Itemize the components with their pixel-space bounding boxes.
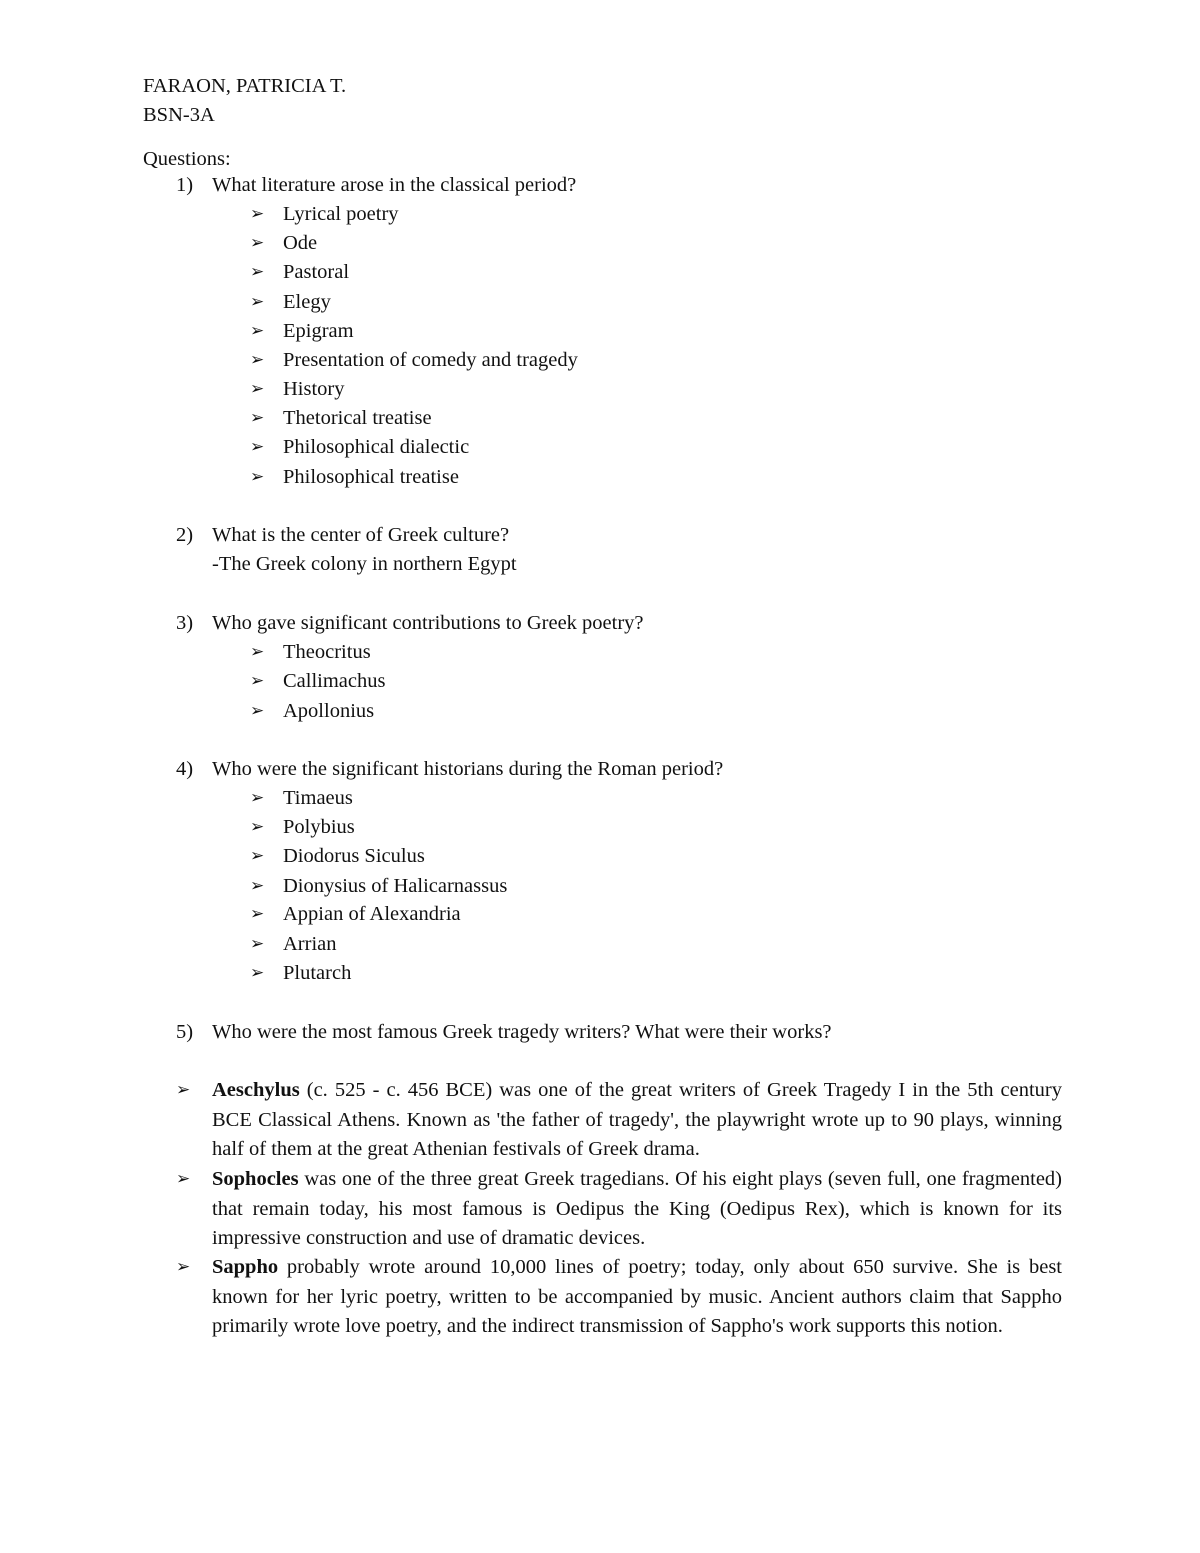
paragraph-body: was one of the three great Greek tragedians. Of his eight plays (seven full, one fragmented) that remain today, his most famous is Oedipus the King (Oedipus Rex), which is known for its impressive construction and use of dramatic devices. xyxy=(212,1168,1062,1250)
paragraph-body: probably wrote around 10,000 lines of poetry; today, only about 650 survive. She is best known for her lyric poetry, written to be accompanied by music. Ancient authors claim that Sappho primarily wrote love poetry, and the indirect transmission of Sappho's work supports this notion. xyxy=(212,1256,1062,1338)
arrow-bullet-icon: ➢ xyxy=(250,671,265,691)
answer-item: Callimachus xyxy=(283,670,386,692)
answer-item: Epigram xyxy=(283,320,354,342)
arrow-bullet-icon: ➢ xyxy=(250,467,265,487)
paragraph-body: (c. 525 - c. 456 BCE) was one of the great writers of Greek Tragedy I in the 5th century BCE Classical Athens. Known as 'the father of tragedy', the playwright wrote up to 90 plays, winning half of them at the great Athenian festivals of Greek drama. xyxy=(212,1079,1062,1161)
arrow-bullet-icon: ➢ xyxy=(250,233,265,253)
arrow-bullet-icon: ➢ xyxy=(250,846,265,866)
answer-item: Lyrical poetry xyxy=(283,203,399,225)
question-text: What literature arose in the classical period? xyxy=(212,174,577,196)
questions-heading: Questions: xyxy=(143,148,231,170)
arrow-bullet-icon: ➢ xyxy=(250,642,265,662)
answer-item: Arrian xyxy=(283,933,337,955)
paragraph-sappho xyxy=(212,1253,1062,1342)
question-text: Who gave significant contributions to Greek poetry? xyxy=(212,612,644,634)
arrow-bullet-icon: ➢ xyxy=(176,1169,191,1189)
student-name: FARAON, PATRICIA T. xyxy=(143,75,347,97)
answer-item: Apollonius xyxy=(283,700,375,722)
arrow-bullet-icon: ➢ xyxy=(250,701,265,721)
question-number: 5) xyxy=(176,1021,194,1043)
question-text: Who were the significant historians during the Roman period? xyxy=(212,758,724,780)
arrow-bullet-icon: ➢ xyxy=(250,262,265,282)
answer-item: Presentation of comedy and tragedy xyxy=(283,349,578,371)
answer-item: Polybius xyxy=(283,816,355,838)
arrow-bullet-icon: ➢ xyxy=(250,817,265,837)
arrow-bullet-icon: ➢ xyxy=(250,379,265,399)
paragraph-subject: Sophocles xyxy=(212,1168,299,1190)
answer-item: Pastoral xyxy=(283,261,350,283)
answer-item: Timaeus xyxy=(283,787,353,809)
question-number: 3) xyxy=(176,612,194,634)
question-number: 1) xyxy=(176,174,194,196)
arrow-bullet-icon: ➢ xyxy=(250,321,265,341)
arrow-bullet-icon: ➢ xyxy=(250,408,265,428)
answer-item: History xyxy=(283,378,345,400)
answer-item: Ode xyxy=(283,232,318,254)
arrow-bullet-icon: ➢ xyxy=(250,437,265,457)
question-number: 2) xyxy=(176,524,194,546)
answer-item: Thetorical treatise xyxy=(283,407,432,429)
question-text: What is the center of Greek culture? xyxy=(212,524,510,546)
arrow-bullet-icon: ➢ xyxy=(176,1080,191,1100)
answer-item: Philosophical dialectic xyxy=(283,436,470,458)
arrow-bullet-icon: ➢ xyxy=(250,876,265,896)
paragraph-sophocles xyxy=(212,1165,1062,1254)
paragraph-subject: Sappho xyxy=(212,1256,279,1278)
answer-text: -The Greek colony in northern Egypt xyxy=(212,553,517,575)
arrow-bullet-icon: ➢ xyxy=(250,934,265,954)
question-text: Who were the most famous Greek tragedy writers? What were their works? xyxy=(212,1021,832,1043)
answer-item: Dionysius of Halicarnassus xyxy=(283,875,508,897)
answer-item: Philosophical treatise xyxy=(283,466,459,488)
arrow-bullet-icon: ➢ xyxy=(250,788,265,808)
arrow-bullet-icon: ➢ xyxy=(250,350,265,370)
arrow-bullet-icon: ➢ xyxy=(176,1257,191,1277)
paragraph-aeschylus xyxy=(212,1076,1062,1165)
paragraph-subject: Aeschylus xyxy=(212,1079,300,1101)
question-number: 4) xyxy=(176,758,194,780)
answer-item: Diodorus Siculus xyxy=(283,845,425,867)
answer-item: Appian of Alexandria xyxy=(283,903,461,925)
answer-item: Plutarch xyxy=(283,962,352,984)
arrow-bullet-icon: ➢ xyxy=(250,904,265,924)
arrow-bullet-icon: ➢ xyxy=(250,292,265,312)
arrow-bullet-icon: ➢ xyxy=(250,963,265,983)
answer-item: Elegy xyxy=(283,291,331,313)
student-section: BSN-3A xyxy=(143,104,215,126)
arrow-bullet-icon: ➢ xyxy=(250,204,265,224)
answer-item: Theocritus xyxy=(283,641,371,663)
